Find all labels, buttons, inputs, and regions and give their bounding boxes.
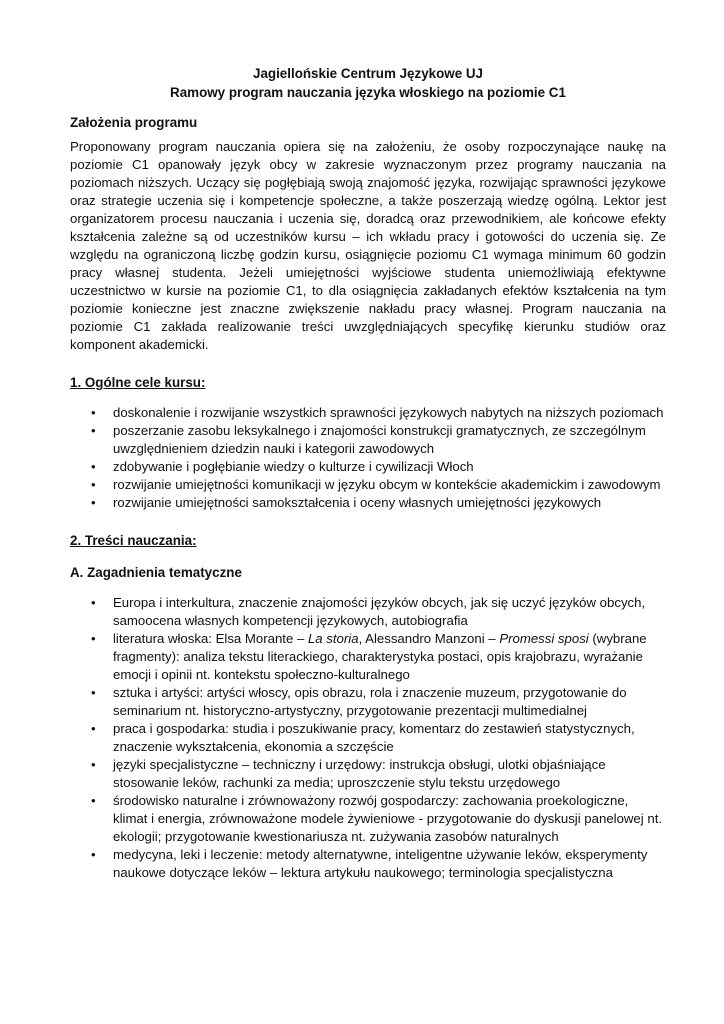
bullet-icon: • [91,459,96,474]
text-run: (wybrane fragmenty): analiza tekstu literackiego, charakterystyka postaci, opis krajobrazu, wyrażanie emocji i opinii nt. kontekstu społeczno-kulturalnego [113,631,647,682]
content-section [70,532,666,882]
bullet-icon: • [91,477,96,492]
list-item [70,630,666,684]
list-item [70,846,666,882]
text-run: literatura włoska: Elsa Morante – [113,631,308,646]
list-item [70,720,666,756]
bullet-icon: • [91,495,96,510]
intro-section [70,114,666,354]
list-item [70,476,666,494]
list-item [70,594,666,630]
bullet-icon: • [91,423,96,438]
list-item [70,494,666,512]
topics-subheading: A. Zagadnienia tematyczne [70,565,242,580]
list-item-text: rozwijanie umiejętności komunikacji w języku obcym w kontekście akademickim i zawodowym [113,477,661,492]
bullet-icon: • [91,685,96,700]
list-item [70,404,666,422]
intro-paragraph: Proponowany program nauczania opiera się na założeniu, że osoby rozpoczynające naukę na poziomie C1 opanowały język obcy w zakresie wyznaczonym przez programy nauczania na poziomach niższych. Uczący się pogłębiają swoją znajomość języka, rozwijając sprawności językowe oraz strategie uczenia się i kompetencje społeczne, a także poszerzają wiedzę ogólną. Lektor jest organizatorem procesu nauczania i uczenia się, doradcą oraz przewodnikiem, ale końcowe efekty kształcenia zależne są od uczestników kursu – ich wkładu pracy i gotowości do uczenia się. Ze względu na ograniczoną liczbę godzin kursu, osiągnięcie poziomu C1 wymaga minimum 60 godzin pracy własnej studenta. Jeżeli umiejętności wyjściowe studenta uniemożliwiają efektywne uczestnictwo w kursie na poziomie C1, to dla osiągnięcia zakładanych efektów kształcenia na tym poziomie konieczne jest znaczne zwiększenie nakładu pracy własnej. Program nauczania na poziomie C1 zakłada realizowanie treści uwzględniających specyfikę kierunku studiów oraz komponent akademicki. [70,139,666,352]
bullet-icon: • [91,757,96,772]
content-heading: 2. Treści nauczania: [70,533,197,548]
book-title: Promessi sposi [499,631,589,646]
bullet-icon: • [91,595,96,610]
list-item [70,684,666,720]
book-title: La storia [307,631,359,646]
document-title-line-1: Jagiellońskie Centrum Językowe UJ [253,66,483,81]
list-item-text: medycyna, leki i leczenie: metody alternatywne, inteligentne używanie leków, eksperymenty naukowe dotyczące leków – lektura artykułu naukowego; terminologia specjalistyczna [113,847,648,880]
list-item [70,756,666,792]
list-item-text: sztuka i artyści: artyści włoscy, opis obrazu, rola i znaczenie muzeum, przygotowanie do seminarium nt. historyczno-artystyczny, przygotowanie prezentacji multimedialnej [113,685,627,718]
list-item-text: Europa i interkultura, znaczenie znajomości języków obcych, jak się uczyć języków obcych, samoocena własnych kompetencji językowych, autobiografia [113,595,646,628]
list-item [70,458,666,476]
goals-list [70,404,666,512]
goals-section [70,374,666,512]
bullet-icon: • [91,793,96,808]
list-item-text: środowisko naturalne i zrównoważony rozwój gospodarczy: zachowania proekologiczne, klimat i energia, zrównoważone modele żywieniowe - przygotowanie do dyskusji panelowej nt. ekologii; przygotowanie kwestionariusza nt. zużywania zasobów naturalnych [113,793,663,844]
list-item-text [113,631,647,682]
goals-heading: 1. Ogólne cele kursu: [70,375,206,390]
intro-heading: Założenia programu [70,115,198,130]
list-item-text: rozwijanie umiejętności samokształcenia i oceny własnych umiejętności językowych [113,495,602,510]
bullet-icon: • [91,721,96,736]
bullet-icon: • [91,631,96,646]
document-header [70,64,666,102]
list-item [70,422,666,458]
text-run: , Alessandro Manzoni – [358,631,500,646]
list-item-text: praca i gospodarka: studia i poszukiwanie pracy, komentarz do zestawień statystycznych, znaczenie wykształcenia, ekonomia a szczęście [113,721,635,754]
list-item-text: języki specjalistyczne – techniczny i urzędowy: instrukcja obsługi, ulotki objaśniające stosowanie leków, rachunki za media; uproszczenie stylu tekstu urzędowego [113,757,606,790]
topics-list [70,594,666,882]
bullet-icon: • [91,847,96,862]
list-item-text: doskonalenie i rozwijanie wszystkich sprawności językowych nabytych na niższych poziomach [113,405,664,420]
list-item-text: zdobywanie i pogłębianie wiedzy o kulturze i cywilizacji Włoch [113,459,474,474]
list-item-text: poszerzanie zasobu leksykalnego i znajomości konstrukcji gramatycznych, ze szczególnym uwzględnieniem dziedzin nauki i kategorii zawodowych [113,423,646,456]
bullet-icon: • [91,405,96,420]
list-item [70,792,666,846]
document-title-line-2: Ramowy program nauczania języka włoskiego na poziomie C1 [170,85,566,100]
